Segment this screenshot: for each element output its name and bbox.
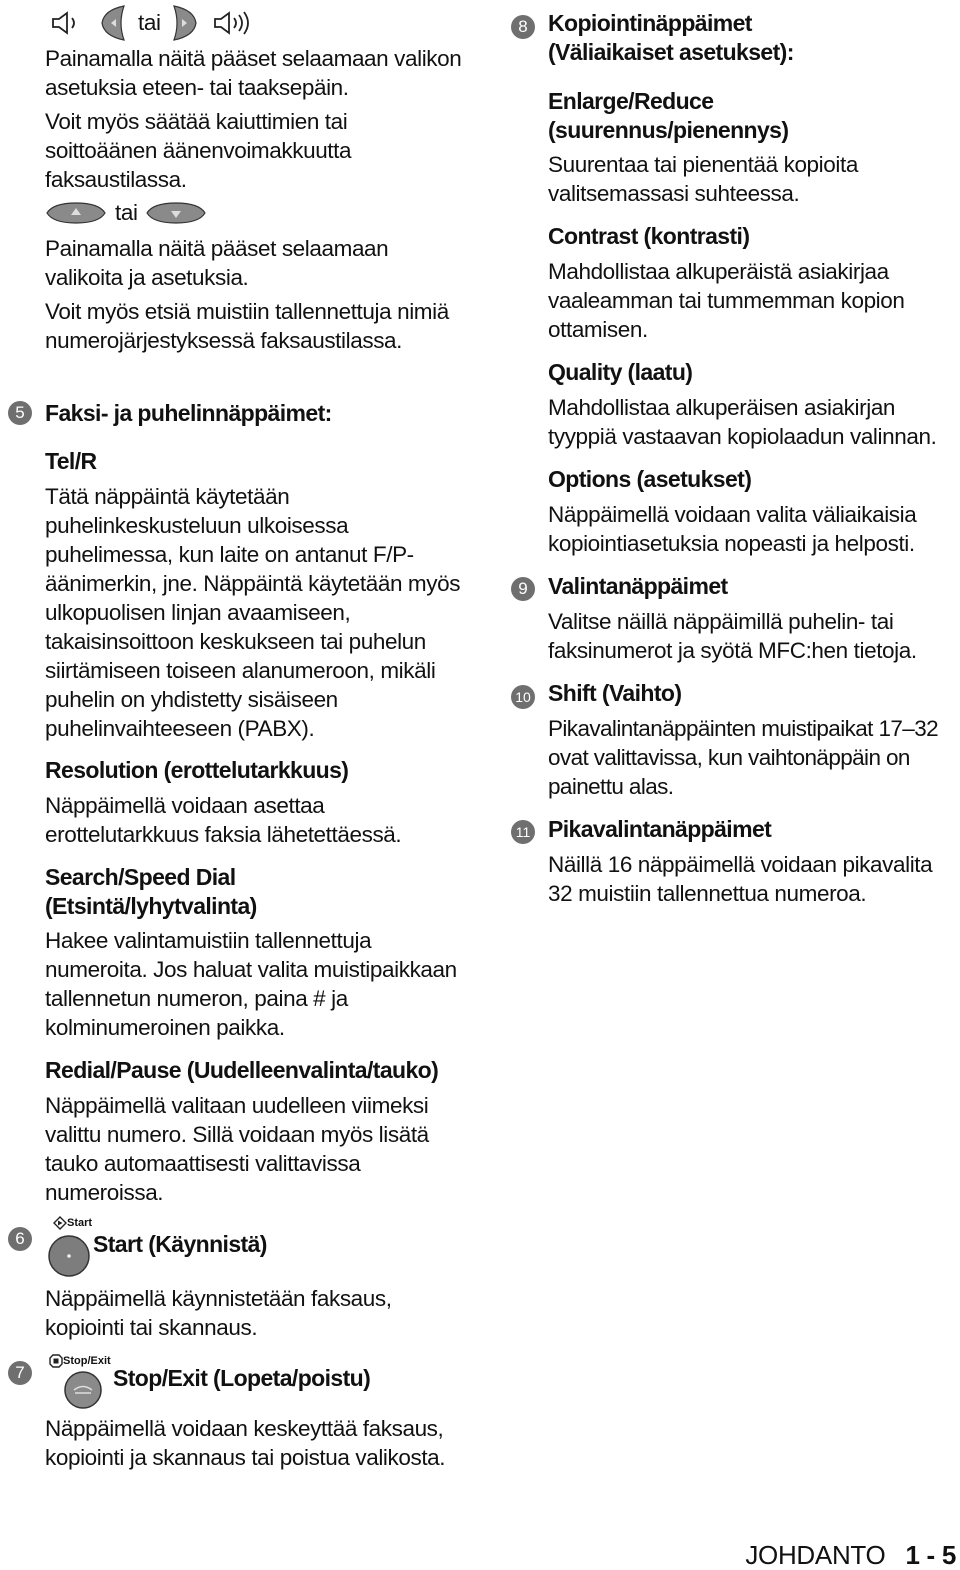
left-arrow-key-icon [98, 4, 128, 42]
stop-key-label: Stop/Exit [63, 1355, 111, 1367]
section9-title: Valintanäppäimet [548, 573, 728, 599]
enlarge-title: Enlarge/Reduce (suurennus/pienennys) [548, 88, 789, 143]
start-key-graphic [47, 1214, 97, 1282]
volume-keys-row [50, 4, 270, 40]
speaker-high-icon [212, 10, 252, 36]
redial-text: Näppäimellä valitaan uudelleen viimeksi valittu numero. Sillä voidaan myös lisätä tauko automaattisesti valittavissa numeroissa. [45, 1093, 429, 1205]
resolution-title: Resolution (erottelutarkkuus) [45, 757, 349, 783]
start-key-label: Start [67, 1217, 93, 1229]
telr-text: Tätä näppäintä käytetään puhelinkeskusteluun ulkoisessa puhelimessa, kun laite on antanut F/P-äänimerkin, jne. Näppäintä käytetään myös ulkopuolisen linjan avaamiseen, takaisinsoittoon keskukseen tai puhelun siirtämiseen toiseen alanumeroon, mikäli puhelin on yhdistetty sisäiseen puhelinvaihteeseen (PABX). [45, 484, 461, 741]
para-menu-scroll: Painamalla näitä pääset selaamaan valikoita ja asetuksia. [45, 236, 389, 290]
stop-round-key-icon [63, 1370, 103, 1410]
section10-title: Shift (Vaihto) [548, 680, 682, 706]
up-arrow-key-icon [45, 201, 107, 225]
stop-text: Näppäimellä voidaan keskeyttää faksaus, kopiointi ja skannaus tai poistua valikosta. [45, 1416, 446, 1470]
section-marker-9: 9 [511, 577, 535, 601]
section11-text: Näillä 16 näppäimellä voidaan pikavalita 32 muistiin tallennettua numeroa. [548, 852, 933, 906]
section-marker-7: 7 [8, 1361, 32, 1385]
updown-keys-row [45, 198, 245, 228]
section8-title: Kopiointinäppäimet (Väliaikaiset asetukset): [548, 10, 794, 65]
start-title: Start (Käynnistä) [93, 1231, 267, 1257]
quality-title: Quality (laatu) [548, 359, 693, 385]
key-connector-text: tai [138, 10, 161, 35]
key-connector-text-2: tai [115, 200, 138, 225]
telr-title: Tel/R [45, 448, 97, 474]
section5-title: Faksi- ja puhelinnäppäimet: [45, 400, 332, 426]
stop-title: Stop/Exit (Lopeta/poistu) [113, 1365, 371, 1391]
options-title: Options (asetukset) [548, 466, 752, 492]
start-text: Näppäimellä käynnistetään faksaus, kopiointi tai skannaus. [45, 1286, 392, 1340]
page-footer [745, 1540, 956, 1570]
down-arrow-key-icon [145, 201, 207, 225]
section10-text: Pikavalintanäppäinten muistipaikat 17–32 ovat valittavissa, kun vaihtonäppäin on painettu alas. [548, 716, 939, 799]
section11-title: Pikavalintanäppäimet [548, 816, 772, 842]
redial-title: Redial/Pause (Uudelleenvalinta/tauko) [45, 1057, 439, 1083]
search-title: Search/Speed Dial (Etsintä/lyhytvalinta) [45, 864, 257, 919]
section-marker-10: 10 [511, 685, 535, 709]
section-marker-8: 8 [511, 15, 535, 39]
speaker-low-icon [50, 10, 84, 36]
resolution-text: Näppäimellä voidaan asettaa erottelutarkkuus faksia lähetettäessä. [45, 793, 402, 847]
search-text: Hakee valintamuistiin tallennettuja numeroita. Jos haluat valita muistipaikkaan tallennetun numeron, paina # ja kolminumeroinen paikka. [45, 928, 457, 1040]
contrast-text: Mahdollistaa alkuperäistä asiakirjaa vaaleamman tai tummemman kopion ottamisen. [548, 259, 905, 342]
para-volume: Voit myös säätää kaiuttimien tai soittoäänen äänenvoimakkuutta faksaustilassa. [45, 109, 352, 192]
section9-text: Valitse näillä näppäimillä puhelin- tai faksinumerot ja syötä MFC:hen tietoja. [548, 609, 917, 663]
para-search-names: Voit myös etsiä muistiin tallennettuja nimiä numerojärjestyksessä faksaustilassa. [45, 299, 449, 353]
right-arrow-key-icon [170, 4, 200, 42]
stop-octagon-icon [49, 1354, 63, 1368]
footer-page-number: 1 - 5 [905, 1540, 956, 1570]
section-marker-11: 11 [511, 820, 535, 844]
section-marker-5: 5 [8, 401, 32, 425]
section-marker-6: 6 [8, 1227, 32, 1251]
quality-text: Mahdollistaa alkuperäisen asiakirjan tyyppiä vastaavan kopiolaadun valinnan. [548, 395, 937, 449]
footer-chapter: JOHDANTO [745, 1540, 886, 1570]
start-round-key-icon [47, 1234, 91, 1278]
contrast-title: Contrast (kontrasti) [548, 223, 750, 249]
enlarge-text: Suurentaa tai pienentää kopioita valitsemassasi suhteessa. [548, 152, 858, 206]
para-scroll-settings: Painamalla näitä pääset selaamaan valikon asetuksia eteen- tai taaksepäin. [45, 46, 462, 100]
start-diamond-icon [53, 1216, 67, 1230]
options-text: Näppäimellä voidaan valita väliaikaisia kopiointiasetuksia nopeasti ja helposti. [548, 502, 917, 556]
